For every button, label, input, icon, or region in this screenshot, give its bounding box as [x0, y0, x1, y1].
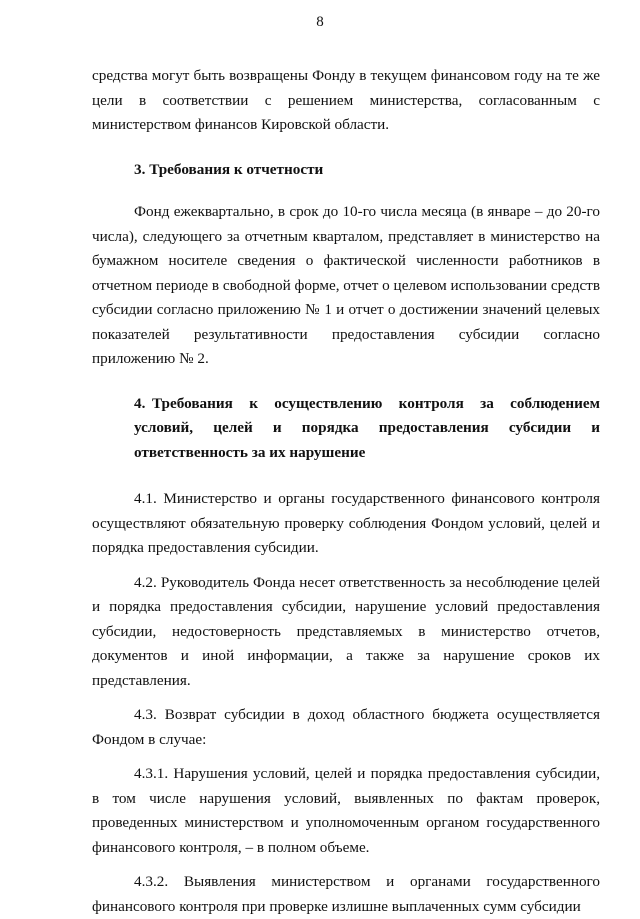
section-heading-4-number: 4. [134, 394, 146, 412]
paragraph-continued: средства могут быть возвращены Фонду в текущем финансовом году на те же цели в соответствии с решением министерства, согласованным с министерством финансов Кировской области. [92, 67, 600, 133]
paragraph-4-2: 4.2. Руководитель Фонда несет ответственность за несоблюдение целей и порядка предоставления субсидии, нарушение условий предоставления субсидии, недостоверность представляемых в министерство отчетов, документов и иной информации, а также за нарушение сроков их представления. [92, 573, 600, 689]
page-number: 8 [316, 14, 324, 30]
section-heading-4 [92, 392, 600, 466]
paragraph-4-3-1: 4.3.1. Нарушения условий, целей и порядка предоставления субсидии, в том числе нарушения условий, выявленных по фактам проверок, проведенных министерством и уполномоченным органом государственного финансового контроля, – в полном объеме. [92, 765, 600, 856]
section-heading-4-text: Требования к осуществлению контроля за соблюдением условий, целей и порядка предоставления субсидии и ответственность за их нарушение [134, 394, 600, 461]
paragraph-4-3: 4.3. Возврат субсидии в доход областного бюджета осуществляется Фондом в случае: [92, 706, 600, 748]
section-heading-3: 3. Требования к отчетности [134, 160, 324, 178]
paragraph-4-1: 4.1. Министерство и органы государственного финансового контроля осуществляют обязательную проверку соблюдения Фондом условий, целей и порядка предоставления субсидии. [92, 490, 600, 556]
paragraph-4-3-2: 4.3.2. Выявления министерством и органами государственного финансового контроля при проверке излишне выплаченных сумм субсидии [92, 873, 600, 915]
paragraph-reporting: Фонд ежеквартально, в срок до 10-го числа месяца (в январе – до 20-го числа), следующего за отчетным кварталом, представляет в министерство на бумажном носителе сведения о фактической численности работников в отчетном периоде в свободной форме, отчет о целевом использовании средств субсидии согласно приложению № 1 и отчет о достижении значений целевых показателей результативности предоставления субсидии согласно приложению № 2. [92, 203, 600, 367]
document-body [92, 64, 600, 919]
